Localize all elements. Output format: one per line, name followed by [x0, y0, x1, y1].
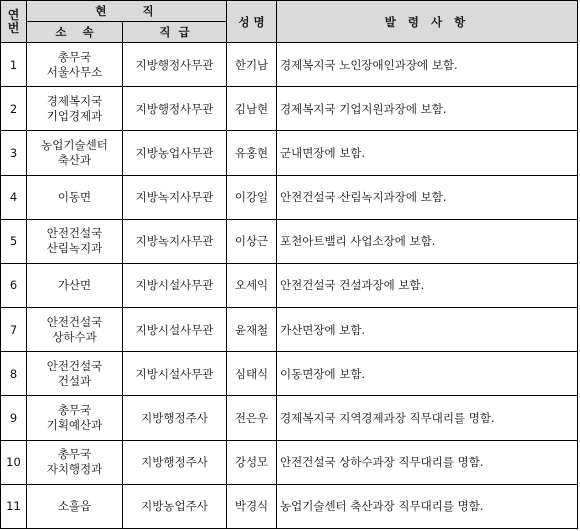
- row-rank: 지방농업사무관: [123, 131, 227, 175]
- row-appointment-order: 안전건설국 상하수과장 직무대리를 명함.: [277, 440, 578, 484]
- row-department: 농업기술센터 축산과: [27, 131, 123, 175]
- table-row: [1, 308, 578, 352]
- row-number: 8: [1, 352, 27, 396]
- row-rank: 지방녹지사무관: [123, 175, 227, 219]
- row-appointment-order: 경제복지국 기업지원과장에 보함.: [277, 87, 578, 131]
- row-name: 윤재철: [227, 308, 277, 352]
- row-number: 5: [1, 219, 27, 263]
- header-no: 연번: [1, 1, 27, 43]
- row-department: 안전건설국 상하수과: [27, 308, 123, 352]
- table-body: [1, 43, 578, 529]
- table-row: [1, 87, 578, 131]
- row-rank: 지방행정사무관: [123, 87, 227, 131]
- row-rank: 지방시설사무관: [123, 308, 227, 352]
- row-number: 1: [1, 43, 27, 87]
- row-rank: 지방행정주사: [123, 396, 227, 440]
- row-department: 가산면: [27, 263, 123, 307]
- row-department: 이동면: [27, 175, 123, 219]
- table-row: [1, 396, 578, 440]
- table-row: [1, 484, 578, 528]
- row-number: 2: [1, 87, 27, 131]
- table-row: [1, 131, 578, 175]
- row-name: 전은우: [227, 396, 277, 440]
- row-appointment-order: 안전건설국 건설과장에 보함.: [277, 263, 578, 307]
- row-department: 소흘읍: [27, 484, 123, 528]
- row-rank: 지방행정사무관: [123, 43, 227, 87]
- table-header: [1, 1, 578, 43]
- row-department: 총무국 서울사무소: [27, 43, 123, 87]
- row-number: 9: [1, 396, 27, 440]
- row-number: 11: [1, 484, 27, 528]
- table-row: [1, 440, 578, 484]
- row-number: 4: [1, 175, 27, 219]
- row-appointment-order: 가산면장에 보함.: [277, 308, 578, 352]
- row-appointment-order: 농업기술센터 축산과장 직무대리를 명함.: [277, 484, 578, 528]
- row-number: 6: [1, 263, 27, 307]
- row-name: 김남현: [227, 87, 277, 131]
- row-number: 10: [1, 440, 27, 484]
- row-name: 박경식: [227, 484, 277, 528]
- table-row: [1, 352, 578, 396]
- row-department: 총무국 기획예산과: [27, 396, 123, 440]
- row-rank: 지방녹지사무관: [123, 219, 227, 263]
- row-name: 강성모: [227, 440, 277, 484]
- row-department: 총무국 자치행정과: [27, 440, 123, 484]
- row-name: 오세익: [227, 263, 277, 307]
- row-number: 7: [1, 308, 27, 352]
- row-appointment-order: 군내면장에 보함.: [277, 131, 578, 175]
- row-appointment-order: 이동면장에 보함.: [277, 352, 578, 396]
- row-name: 이상근: [227, 219, 277, 263]
- row-rank: 지방시설사무관: [123, 263, 227, 307]
- row-name: 심태식: [227, 352, 277, 396]
- row-rank: 지방행정주사: [123, 440, 227, 484]
- row-appointment-order: 안전건설국 산림녹지과장에 보함.: [277, 175, 578, 219]
- row-rank: 지방농업주사: [123, 484, 227, 528]
- row-department: 안전건설국 건설과: [27, 352, 123, 396]
- row-name: 이강일: [227, 175, 277, 219]
- table-row: [1, 263, 578, 307]
- header-dept: 소 속: [27, 22, 123, 43]
- header-order: 발 령 사 항: [277, 1, 578, 43]
- row-department: 경제복지국 기업경제과: [27, 87, 123, 131]
- header-name: 성 명: [227, 1, 277, 43]
- header-current-position: 현 직: [27, 1, 227, 22]
- row-appointment-order: 경제복지국 노인장애인과장에 보함.: [277, 43, 578, 87]
- row-appointment-order: 경제복지국 지역경제과장 직무대리를 명함.: [277, 396, 578, 440]
- table-row: [1, 175, 578, 219]
- row-appointment-order: 포천아트밸리 사업소장에 보함.: [277, 219, 578, 263]
- row-name: 한기남: [227, 43, 277, 87]
- row-department: 안전건설국 산림녹지과: [27, 219, 123, 263]
- table-row: [1, 219, 578, 263]
- row-name: 유홍현: [227, 131, 277, 175]
- row-number: 3: [1, 131, 27, 175]
- table-row: [1, 43, 578, 87]
- row-rank: 지방시설사무관: [123, 352, 227, 396]
- header-rank: 직 급: [123, 22, 227, 43]
